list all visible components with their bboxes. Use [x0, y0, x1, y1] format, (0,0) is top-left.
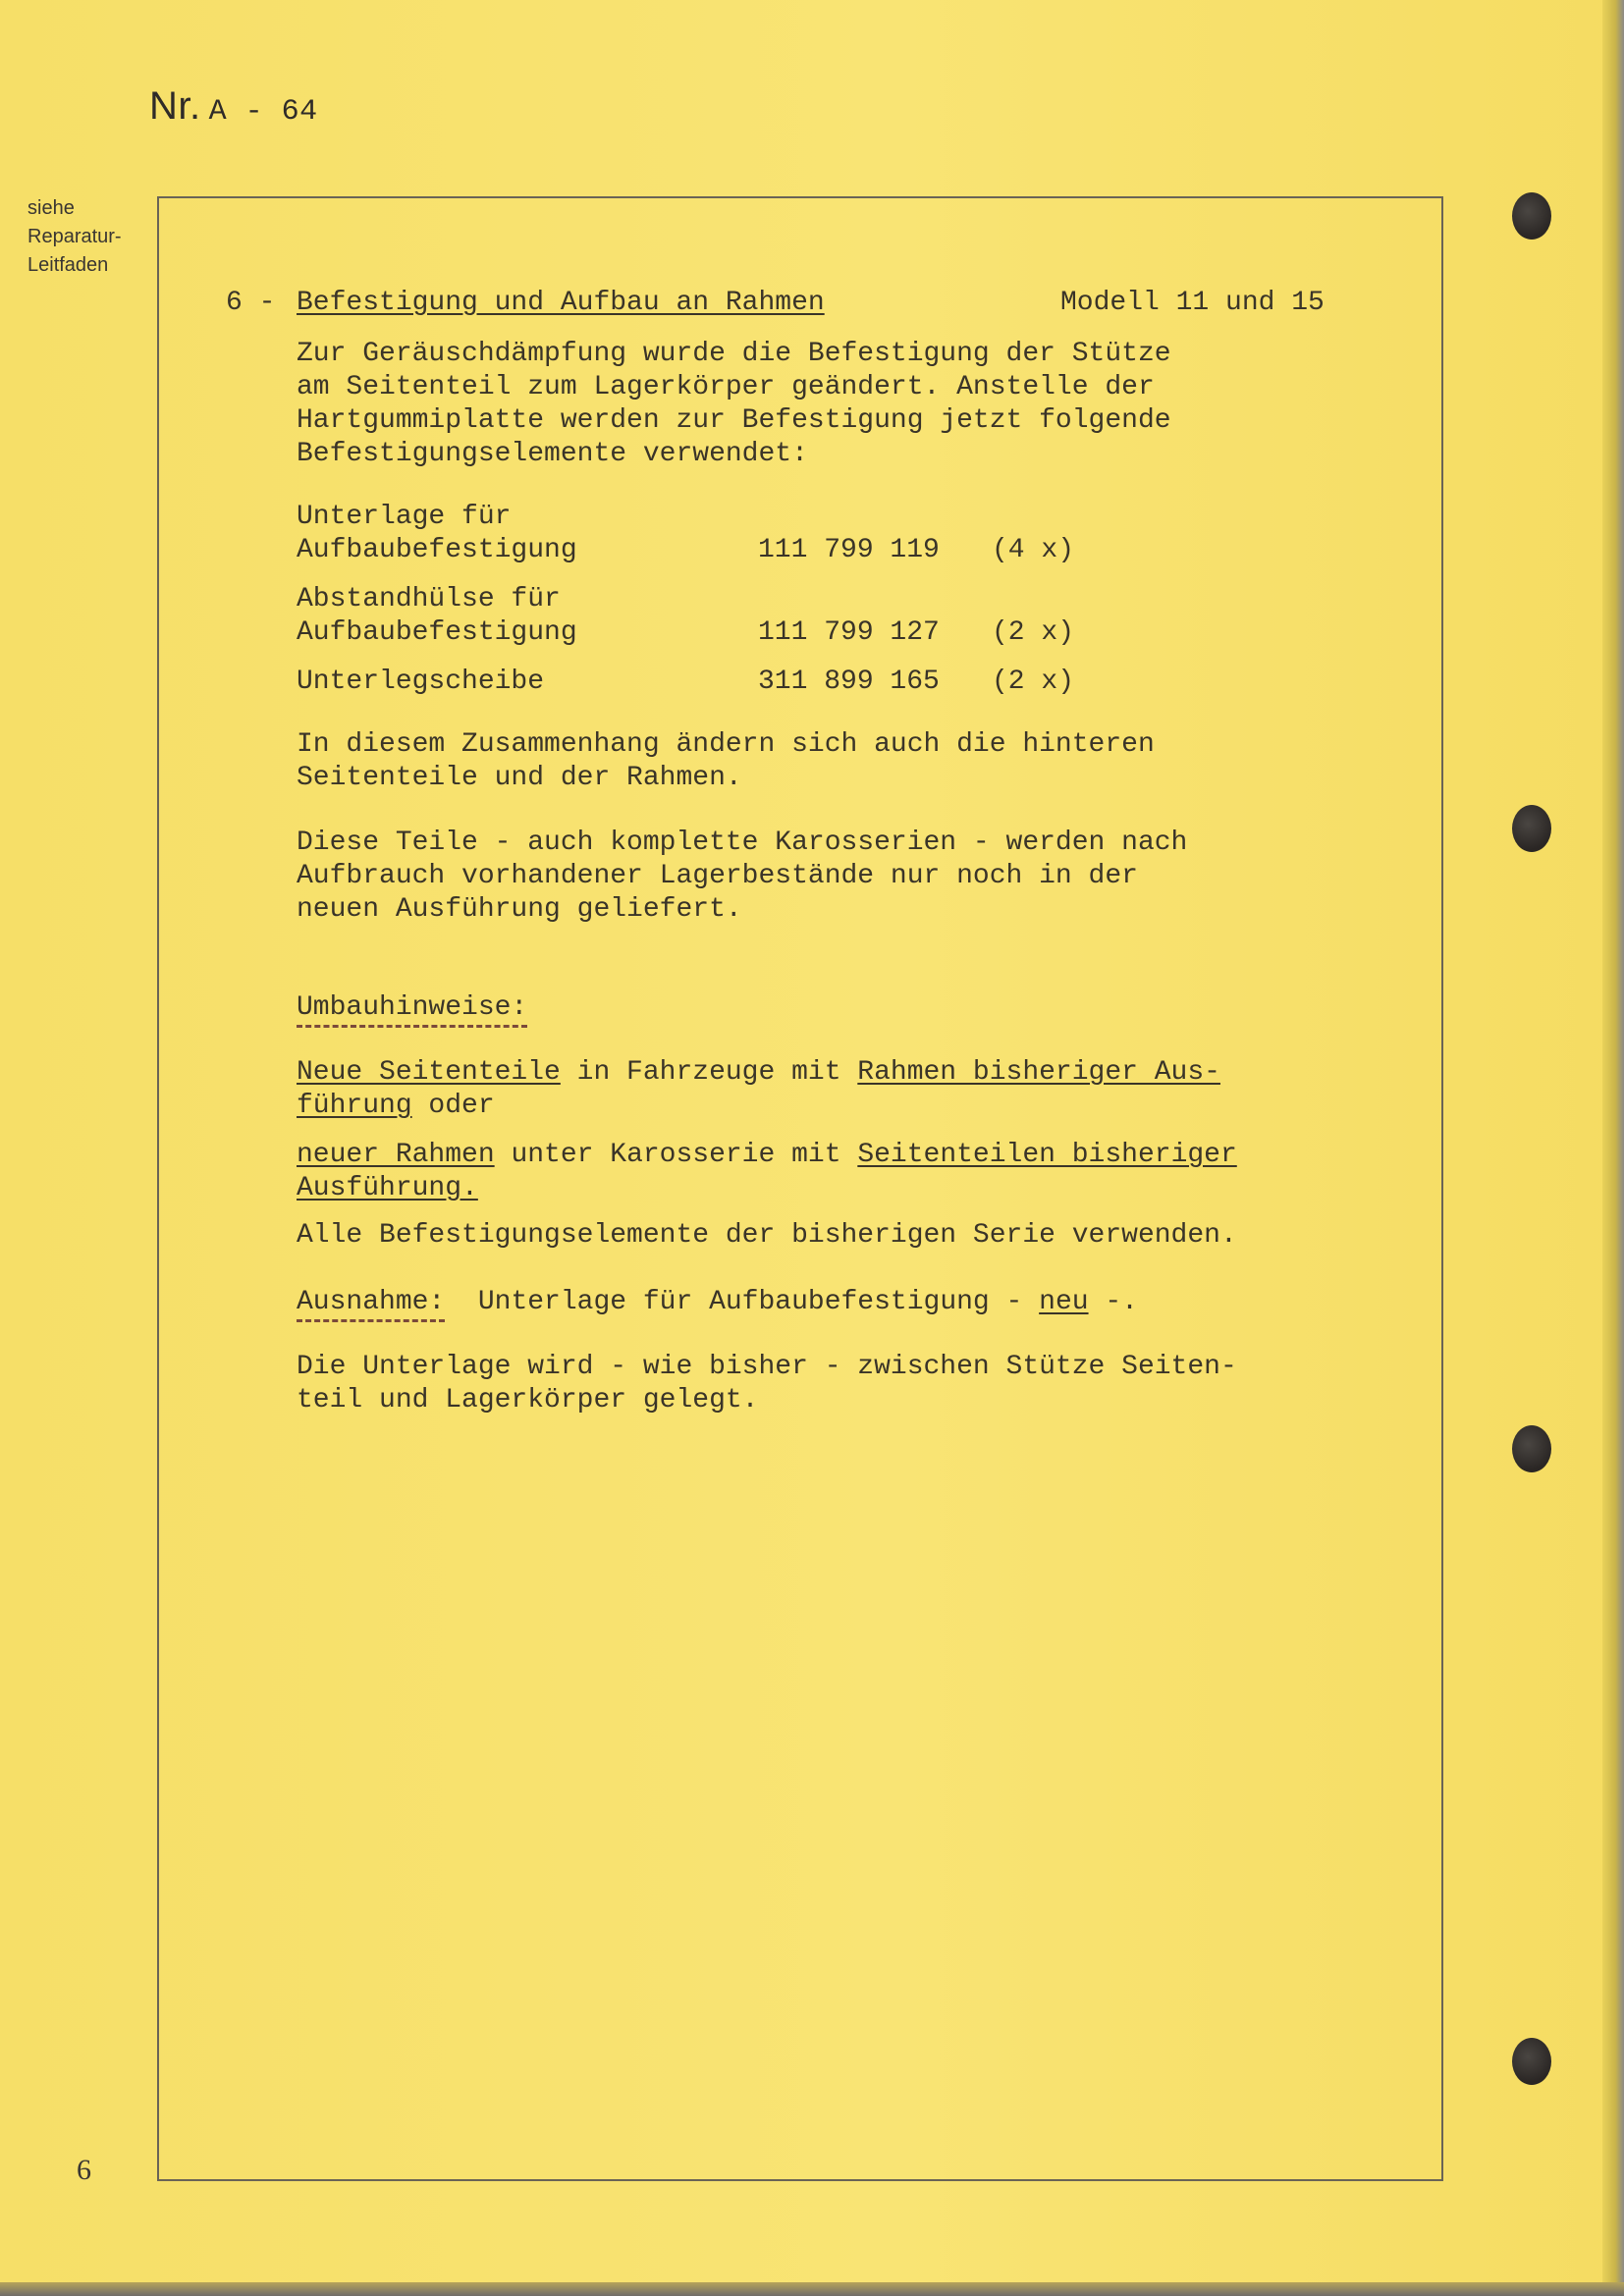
umbau-final-line: teil und Lagerkörper gelegt. — [297, 1385, 759, 1415]
intro-line: am Seitenteil zum Lagerkörper geändert. Anstelle der — [297, 372, 1155, 402]
umbau-case2-line2 — [297, 1172, 478, 1205]
umbau-heading — [297, 991, 527, 1025]
plain-text: oder — [411, 1091, 495, 1121]
plain-text: -. — [1088, 1287, 1138, 1317]
margin-note-line: Leitfaden — [27, 254, 109, 276]
emphasis-new-side-panels: Neue Seitenteile — [297, 1057, 561, 1088]
emphasis-old-frame: Rahmen bisheriger Aus- — [857, 1057, 1220, 1088]
punch-hole-2 — [1512, 805, 1551, 852]
punch-hole-1 — [1512, 192, 1551, 240]
part-quantity: (2 x) — [992, 667, 1075, 697]
context-line: Seitenteile und der Rahmen. — [297, 763, 742, 793]
punch-hole-3 — [1512, 1425, 1551, 1472]
page-edge-right — [1602, 0, 1624, 2296]
umbau-all-line: Alle Befestigungselemente der bisherigen Serie verwenden. — [297, 1220, 1237, 1251]
umbau-case1-line1 — [297, 1056, 1220, 1090]
part-name-line2: Unterlegscheibe — [297, 667, 545, 697]
intro-line: Hartgummiplatte werden zur Befestigung jetzt folgende — [297, 405, 1171, 436]
section-model: Modell 11 und 15 — [1060, 288, 1325, 318]
delivery-line: Aufbrauch vorhandener Lagerbestände nur noch in der — [297, 861, 1138, 891]
emphasis-new: neu — [1039, 1287, 1089, 1317]
umbau-case1-line2 — [297, 1090, 495, 1123]
umbau-case2-line1 — [297, 1139, 1237, 1172]
delivery-line: Diese Teile - auch komplette Karosserien - werden nach — [297, 828, 1188, 858]
emphasis-old-side-panels: Seitenteilen bisheriger — [857, 1140, 1237, 1170]
punch-hole-4 — [1512, 2038, 1551, 2085]
part-name-line1: Abstandhülse für — [297, 584, 561, 614]
document-number-label: Nr. — [149, 84, 201, 128]
part-number: 311 899 165 — [758, 667, 940, 697]
document-number-value: A - 64 — [208, 95, 318, 129]
part-quantity: (2 x) — [992, 617, 1075, 648]
umbau-heading-text: Umbauhinweise: — [297, 992, 527, 1028]
margin-note-line: Reparatur- — [27, 226, 122, 247]
umbau-exception-line — [297, 1286, 1138, 1319]
exception-label: Ausnahme: — [297, 1287, 445, 1322]
part-quantity: (4 x) — [992, 535, 1075, 565]
plain-text: in Fahrzeuge mit — [560, 1057, 858, 1088]
intro-line: Zur Geräuschdämpfung wurde die Befestigung der Stütze — [297, 339, 1171, 369]
plain-text: unter Karosserie mit — [494, 1140, 858, 1170]
context-line: In diesem Zusammenhang ändern sich auch die hinteren — [297, 729, 1155, 760]
part-number: 111 799 119 — [758, 535, 940, 565]
document-number — [149, 84, 318, 129]
emphasis-old-frame-cont: führung — [297, 1091, 412, 1121]
plain-text: Unterlage für Aufbaubefestigung - — [445, 1287, 1040, 1317]
page-number: 6 — [77, 2154, 91, 2186]
margin-note-line: siehe — [27, 197, 75, 219]
section-title: Befestigung und Aufbau an Rahmen — [297, 288, 825, 318]
part-name-line2: Aufbaubefestigung — [297, 535, 577, 565]
part-name-line2: Aufbaubefestigung — [297, 617, 577, 648]
page-edge-bottom — [0, 2282, 1624, 2296]
umbau-final-line: Die Unterlage wird - wie bisher - zwischen Stütze Seiten- — [297, 1352, 1237, 1382]
part-name-line1: Unterlage für — [297, 502, 512, 532]
emphasis-new-frame: neuer Rahmen — [297, 1140, 495, 1170]
intro-line: Befestigungselemente verwendet: — [297, 439, 808, 469]
section-number: 6 - — [226, 288, 276, 318]
part-number: 111 799 127 — [758, 617, 940, 648]
margin-note — [27, 194, 145, 280]
delivery-line: neuen Ausführung geliefert. — [297, 894, 742, 925]
emphasis-old-side-panels-cont: Ausführung. — [297, 1173, 478, 1203]
